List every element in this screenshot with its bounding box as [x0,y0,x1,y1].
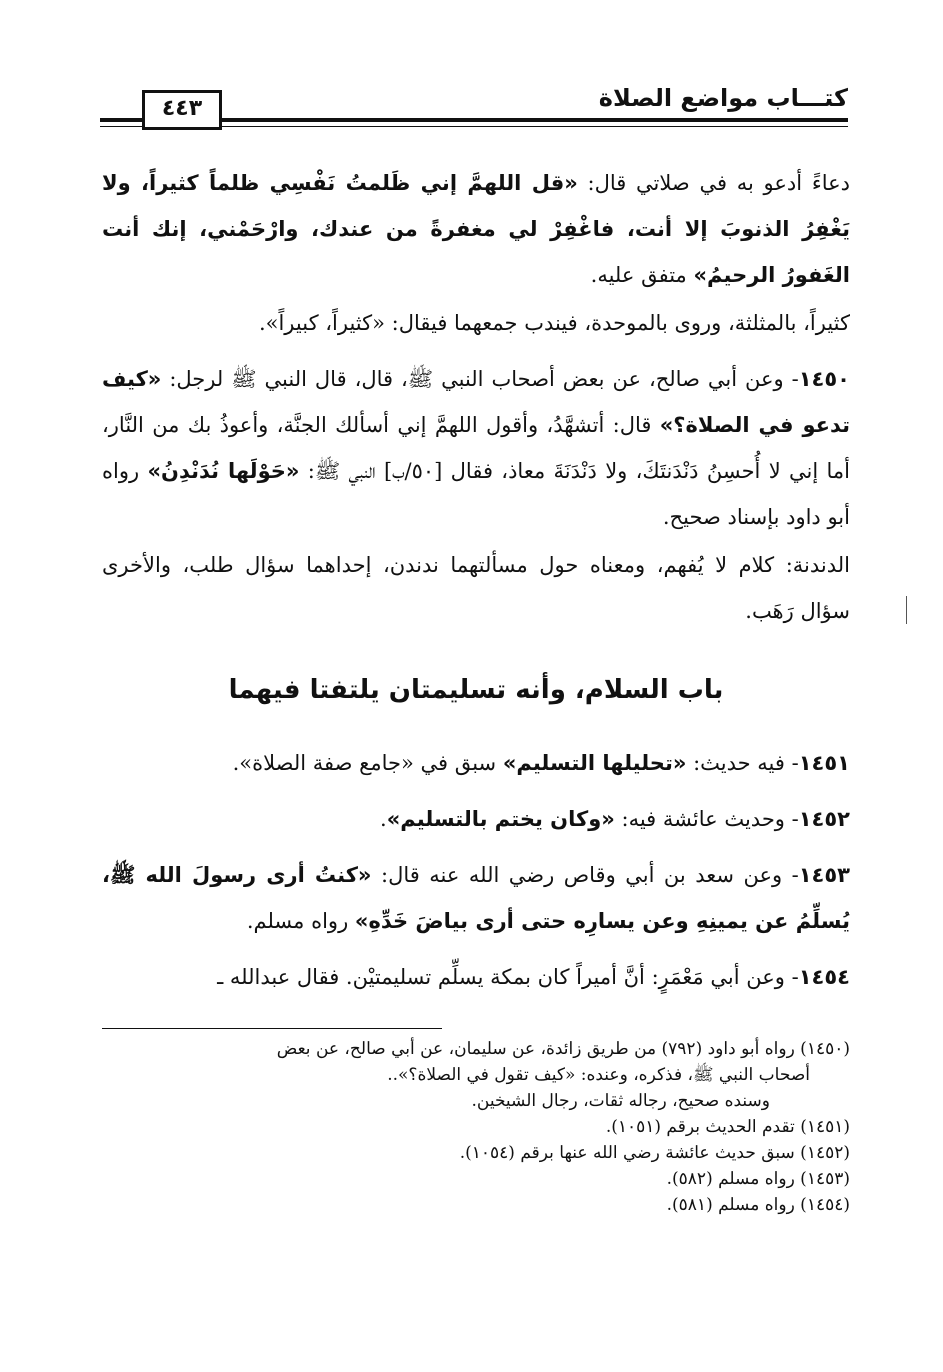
page-header [100,84,848,136]
book-title: كتـــاب مواضع الصلاة [598,84,848,112]
text-segment: سبق في «جامع صفة الصلاة». [232,751,503,775]
hadith-1450 [102,356,850,540]
main-text [102,160,850,1000]
hadith-number: ١٤٥٢ [798,807,850,831]
hadith-quote: «قل اللهمَّ إني ظَلمتُ نَفْسِي ظلماً كثيراً، ولا يَغْفِرُ الذنوبَ إلا أنت، فاغْفِرْ لي مغفرةً من عندك، وارْحَمْني، إنك أنت الغَفورُ الرحيمُ» [102,171,850,287]
text-segment: - وحديث عائشة فيه: [614,807,799,831]
hadith-1454 [102,954,850,1000]
hadith-quote: «تحليلها التسليم» [502,751,687,775]
footnote-list [102,1036,850,1218]
hadith-quote: «وكان يختم بالتسليم» [386,807,615,831]
text-segment: - فيه حديث: [686,751,799,775]
hadith-quote: «كنتُ أرى رسولَ الله ﷺ، يُسلِّمُ عن يمينِهِ وعن يسارِه حتى أرى بياضَ خَدِّهِ» [102,863,850,933]
hadith-1452 [102,796,850,842]
hadith-number: ١٤٥١ [798,751,850,775]
chapter-heading: باب السلام، وأنه تسليمتان يلتفتا فيهما [228,675,724,705]
hadith-number: ١٤٥٤ [798,965,850,989]
footnote-1451: (١٤٥١) تقدم الحديث برقم (١٠٥١). [605,1117,850,1137]
footnote-1452: (١٤٥٢) سبق حديث عائشة رضي الله عنها برقم (١٠٥٤). [459,1143,850,1163]
text-segment: دعاءً أدعو به في صلاتي قال: [577,171,850,195]
hadith-1453 [102,852,850,944]
text-segment: متفق عليه. [590,263,694,287]
hadith-quote: «حَوْلَها نُدَنْدِنُ» [147,459,300,483]
text-segment: قال: أتشهَّدُ، وأقول اللهمَّ إني أسألك الجنَّة، وأعوذُ بك من النَّار، أما إني لا أُحسِنُ دَنْدَنتَكَ، ولا دَنْدَنَةَ معاذ، فقال [٥٠/ب] النبي ﷺ: [102,413,851,483]
margin-mark [906,596,907,624]
paragraph-dandana: الدندنة: كلام لا يُفهم، ومعناه حول مسألتهما ندندن، إحداهما سؤال طلب، والأخرى سؤال رَهَب. [102,553,850,623]
footnote-1454: (١٤٥٤) رواه مسلم (٥٨١). [666,1195,850,1215]
footnote-1453: (١٤٥٣) رواه مسلم (٥٨٢). [666,1169,850,1189]
footnote-separator [102,1028,442,1029]
footnote-1450-grading: وسنده صحيح، رجاله ثقات، رجال الشيخين. [471,1091,770,1111]
text-segment: - وعن أبي صالح، عن بعض أصحاب النبي ﷺ، قال، قال النبي ﷺ لرجل: [161,367,799,391]
paragraph-note-kathiran: كثيراً، بالمثلثة، وروى بالموحدة، فيندب جمعهما فيقال: «كثيراً، كبيراً». [258,311,850,335]
hadith-1451 [102,740,850,786]
paragraph-dua [102,160,850,298]
footnote-1450: (١٤٥٠) رواه أبو داود (٧٩٢) من طريق زائدة، عن سليمان، عن أبي صالح، عن بعض [276,1039,850,1059]
text-segment: رواه مسلم. [246,909,355,933]
text-segment: رواه أبو داود بإسناد صحيح. [102,459,850,529]
text-segment: . [380,807,387,831]
hadith-number: ١٤٥٠ [798,367,850,391]
page-number: ٤٤٣ [142,90,222,130]
text-segment: - وعن سعد بن أبي وقاص رضي الله عنه قال: [371,863,799,887]
footnote-1450-cont: أصحاب النبي ﷺ، فذكره، وعنده: «كيف تقول في الصلاة؟».. [387,1065,810,1085]
hadith-quote: «كيف تدعو في الصلاة؟» [102,367,850,437]
hadith-number: ١٤٥٣ [798,863,850,887]
text-segment: - وعن أبي مَعْمَرٍ: أنَّ أميراً كان بمكة يسلِّم تسليمتيْن. فقال عبدالله ـ [217,965,799,989]
